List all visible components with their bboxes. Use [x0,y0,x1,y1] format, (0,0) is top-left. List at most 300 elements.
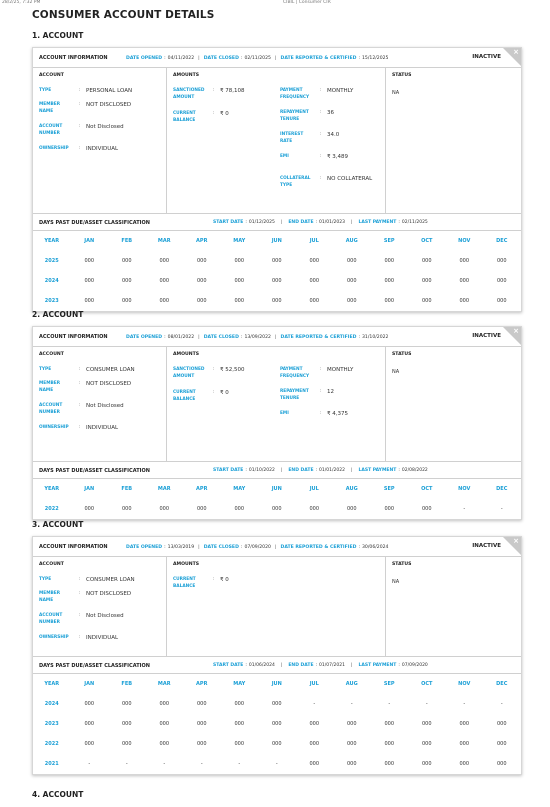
status-column [386,68,521,213]
account-column-heading: ACCOUNT [39,562,64,567]
date-opened-value: 04/11/2022 [167,56,195,61]
account-dates [126,56,388,61]
amounts-column-heading: AMOUNTS [173,73,200,78]
amounts-column [167,557,386,656]
colon: : [240,545,243,550]
status-value: NA [392,369,400,375]
dpd-month-cell: 000 [309,741,320,747]
dpd-month-cell: 000 [84,741,95,747]
colon: : [398,468,400,473]
dpd-month-cell: - [163,761,166,767]
status-badge: INACTIVE [472,54,501,60]
date-reported-label: DATE REPORTED & CERTIFIED [280,335,357,340]
repayment-tenure-label: REPAYMENT TENURE [280,389,309,401]
dpd-year-row [33,499,521,519]
dpd-month-cell: 000 [159,506,170,512]
colon: : [79,102,81,107]
dpd-dates [213,220,428,225]
ownership-label: OWNERSHIP [39,146,69,151]
colon: : [320,411,322,416]
close-icon[interactable]: × [513,537,519,545]
year-cell: 2024 [44,278,59,284]
status-column [386,557,521,656]
dpd-month-cell: 000 [234,506,245,512]
end-date-label: END DATE [288,468,314,473]
dpd-year-row [33,694,521,714]
ownership-value: INDIVIDUAL [86,146,119,152]
date-closed-value: 02/11/2025 [244,56,271,61]
dpd-month-cell: 000 [384,278,395,284]
colon: : [79,381,81,386]
colon: : [79,635,81,640]
payment-frequency-value: MONTHLY [327,367,354,373]
colon: : [245,468,247,473]
dpd-month-cell: 000 [346,278,357,284]
dpd-month-cell: 000 [421,258,432,264]
ownership-label: OWNERSHIP [39,635,69,640]
colon: : [320,367,322,372]
member-name-label: MEMBER NAME [39,381,61,393]
dpd-month-cell: 000 [309,258,320,264]
dpd-header [33,214,521,231]
colon: : [79,425,81,430]
dpd-month-cell: 000 [84,298,95,304]
current-balance-value: ₹ 0 [220,577,229,583]
date-opened-value: 13/03/2019 [167,545,195,550]
dpd-month-cell: 000 [459,741,470,747]
collateral-type-label: COLLATERAL TYPE [280,176,311,188]
section-title-account-3: 3. ACCOUNT [32,520,84,529]
section-title-account-4: 4. ACCOUNT [32,790,84,799]
divider: | [274,545,277,550]
dpd-month-cell: 000 [496,721,507,727]
repayment-tenure-label: REPAYMENT TENURE [280,110,309,122]
dpd-month-cell: - [313,701,316,707]
colon: : [240,335,243,340]
last-payment-label: LAST PAYMENT [358,220,397,225]
start-date-label: START DATE [213,468,244,473]
column-header-aug: AUG [345,681,358,687]
dpd-month-cell: 000 [159,298,170,304]
date-reported-value: 30/06/2024 [362,545,389,550]
account-card [32,326,522,520]
print-doc-title: CIBIL | Consumer CIR [283,0,331,5]
dpd-month-cell: 000 [346,298,357,304]
dpd-month-cell: - [125,761,128,767]
column-header-jun: JUN [271,486,282,492]
dpd-year-table [33,231,521,311]
dpd-dates [213,468,428,473]
status-value: NA [392,90,400,96]
member-name-label: MEMBER NAME [39,102,61,114]
dpd-month-cell: - [350,701,353,707]
emi-label: EMI [280,154,289,159]
column-header-mar: MAR [157,681,171,687]
dpd-year-row [33,271,521,291]
colon: : [164,335,166,340]
account-information-label: ACCOUNT INFORMATION [39,334,108,340]
column-header-feb: FEB [121,681,133,687]
account-number-label: ACCOUNT NUMBER [39,613,63,625]
divider: | [274,56,277,61]
dpd-month-cell: 000 [121,258,132,264]
dpd-month-cell: 000 [271,721,282,727]
column-header-jun: JUN [271,681,282,687]
year-cell: 2023 [44,298,59,304]
column-header-jan: JAN [84,486,95,492]
column-header-mar: MAR [157,238,171,244]
dpd-year-row [33,291,521,311]
column-header-apr: APR [196,238,208,244]
dpd-month-cell: - [500,701,503,707]
divider: | [350,663,353,668]
dpd-month-cell: 000 [121,741,132,747]
dpd-year-table [33,479,521,519]
dpd-month-cell: 000 [159,278,170,284]
dpd-month-cell: 000 [234,258,245,264]
column-header-may: MAY [233,486,246,492]
dpd-month-cell: 000 [196,741,207,747]
year-cell: 2024 [44,701,59,707]
ownership-value: INDIVIDUAL [86,635,119,641]
account-info-grid [33,347,521,462]
date-reported-value: 15/12/2025 [362,56,389,61]
column-header-apr: APR [196,486,208,492]
dpd-month-cell: 000 [84,258,95,264]
colon: : [320,389,322,394]
member-name-label: MEMBER NAME [39,591,61,603]
dpd-month-cell: 000 [84,506,95,512]
dpd-month-cell: 000 [459,298,470,304]
member-name-value: NOT DISCLOSED [86,381,132,387]
close-icon[interactable]: × [513,327,519,335]
dpd-year-row [33,251,521,271]
last-payment-label: LAST PAYMENT [358,663,397,668]
dpd-month-cell: 000 [234,278,245,284]
status-badge: INACTIVE [472,333,501,339]
column-header-nov: NOV [458,486,471,492]
dpd-month-cell: - [463,701,466,707]
last-payment-value: 02/11/2025 [401,220,428,225]
date-closed-label: DATE CLOSED [203,56,239,61]
print-header [0,0,550,8]
column-header-jul: JUL [309,681,319,687]
column-header-dec: DEC [496,681,508,687]
divider: | [280,468,283,473]
colon: : [398,220,400,225]
dpd-header [33,657,521,674]
date-closed-label: DATE CLOSED [203,545,239,550]
dpd-month-cell: 000 [84,701,95,707]
dpd-month-cell: 000 [384,258,395,264]
colon: : [213,367,215,372]
end-date-label: END DATE [288,663,314,668]
dpd-month-cell: 000 [196,506,207,512]
current-balance-label: CURRENT BALANCE [173,577,196,589]
colon: : [358,545,360,550]
column-header-year: YEAR [44,238,60,244]
dpd-title: DAYS PAST DUE/ASSET CLASSIFICATION [39,663,150,669]
status-column-heading: STATUS [392,562,412,567]
dpd-table-header-row [33,479,521,499]
divider: | [274,335,277,340]
divider: | [198,56,200,61]
dpd-month-cell: 000 [159,721,170,727]
dpd-month-cell: 000 [234,701,245,707]
dpd-month-cell: 000 [84,278,95,284]
dpd-month-cell: 000 [459,258,470,264]
date-opened-label: DATE OPENED [126,545,163,550]
end-date-value: 01/07/2021 [319,663,345,668]
payment-frequency-value: MONTHLY [327,88,354,94]
dpd-month-cell: 000 [159,741,170,747]
dpd-month-cell: 000 [496,258,507,264]
account-dates [126,335,388,340]
end-date-label: END DATE [288,220,314,225]
dpd-month-cell: 000 [459,761,470,767]
account-info-header [33,48,521,68]
dpd-month-cell: 000 [421,721,432,727]
dpd-month-cell: - [388,701,391,707]
account-number-value: Not Disclosed [86,124,124,130]
interest-rate-value: 34.0 [327,132,340,138]
account-info-header [33,537,521,557]
dpd-month-cell: 000 [384,721,395,727]
close-icon[interactable]: × [513,48,519,56]
dpd-month-cell: 000 [496,761,507,767]
colon: : [79,88,81,93]
dpd-month-cell: - [425,701,428,707]
account-number-value: Not Disclosed [86,403,124,409]
colon: : [398,663,400,668]
dpd-month-cell: 000 [421,278,432,284]
dpd-month-cell: 000 [121,278,132,284]
dpd-month-cell: 000 [384,761,395,767]
dpd-month-cell: 000 [346,761,357,767]
dpd-month-cell: 000 [459,721,470,727]
year-cell: 2025 [44,258,59,264]
column-header-jan: JAN [84,681,95,687]
colon: : [320,88,322,93]
colon: : [320,176,322,181]
date-closed-value: 07/09/2020 [244,545,271,550]
dpd-month-cell: 000 [196,701,207,707]
last-payment-value: 02/08/2022 [401,468,428,473]
dpd-month-cell: 000 [234,298,245,304]
account-information-label: ACCOUNT INFORMATION [39,55,108,61]
colon: : [245,663,247,668]
start-date-value: 01/06/2024 [248,663,275,668]
column-header-aug: AUG [345,238,358,244]
dpd-month-cell: 000 [121,721,132,727]
account-column [33,347,167,461]
column-header-sep: SEP [383,681,395,687]
dpd-month-cell: 000 [346,258,357,264]
amounts-column [167,347,386,461]
column-header-dec: DEC [496,486,508,492]
column-header-aug: AUG [345,486,358,492]
dpd-month-cell: 000 [234,741,245,747]
section-title-account-2: 2. ACCOUNT [32,310,84,319]
account-type-value: PERSONAL LOAN [86,88,133,94]
divider: | [350,220,353,225]
dpd-month-cell: 000 [309,721,320,727]
dpd-dates [213,663,428,668]
print-timestamp: 28/2/25, 7:32 PM [2,0,41,5]
column-header-oct: OCT [421,238,433,244]
divider: | [280,663,283,668]
dpd-year-row [33,714,521,734]
dpd-month-cell: 000 [421,741,432,747]
dpd-month-cell: 000 [234,721,245,727]
date-closed-label: DATE CLOSED [203,335,239,340]
column-header-nov: NOV [458,238,471,244]
dpd-month-cell: 000 [346,721,357,727]
colon: : [240,56,243,61]
dpd-month-cell: 000 [421,506,432,512]
sanctioned-amount-value: ₹ 78,108 [220,88,245,94]
colon: : [358,56,360,61]
account-column-heading: ACCOUNT [39,73,64,78]
colon: : [320,154,322,159]
dpd-month-cell: - [200,761,203,767]
dpd-month-cell: 000 [309,761,320,767]
colon: : [315,220,318,225]
status-value: NA [392,579,400,585]
colon: : [315,663,318,668]
emi-label: EMI [280,411,289,416]
start-date-label: START DATE [213,220,244,225]
account-info-header [33,327,521,347]
dpd-month-cell: 000 [121,506,132,512]
last-payment-label: LAST PAYMENT [358,468,397,473]
column-header-year: YEAR [44,681,60,687]
amounts-column [167,68,386,213]
dpd-table-header-row [33,231,521,251]
repayment-tenure-value: 12 [327,389,334,395]
date-reported-label: DATE REPORTED & CERTIFIED [280,56,357,61]
start-date-value: 01/10/2022 [248,468,275,473]
dpd-month-cell: 000 [159,258,170,264]
colon: : [79,613,81,618]
column-header-jun: JUN [271,238,282,244]
colon: : [320,110,322,115]
dpd-month-cell: 000 [346,506,357,512]
dpd-month-cell: - [500,506,503,512]
date-opened-value: 08/01/2022 [167,335,195,340]
account-card [32,536,522,775]
dpd-title: DAYS PAST DUE/ASSET CLASSIFICATION [39,220,150,226]
date-closed-value: 13/09/2022 [244,335,271,340]
page-title: CONSUMER ACCOUNT DETAILS [32,9,215,21]
last-payment-value: 07/09/2020 [401,663,428,668]
column-header-may: MAY [233,238,246,244]
dpd-year-row [33,754,521,774]
dpd-month-cell: - [275,761,278,767]
account-number-value: Not Disclosed [86,613,124,619]
current-balance-value: ₹ 0 [220,390,229,396]
dpd-month-cell: 000 [496,278,507,284]
colon: : [213,88,215,93]
account-type-value: CONSUMER LOAN [86,367,135,373]
account-info-grid [33,68,521,214]
dpd-month-cell: 000 [84,721,95,727]
column-header-oct: OCT [421,681,433,687]
colon: : [164,545,166,550]
dpd-year-table [33,674,521,774]
year-cell: 2023 [44,721,59,727]
ownership-label: OWNERSHIP [39,425,69,430]
account-info-grid [33,557,521,657]
account-column [33,68,167,213]
dpd-month-cell: 000 [196,258,207,264]
colon: : [245,220,247,225]
account-type-label: TYPE [39,367,52,372]
date-reported-label: DATE REPORTED & CERTIFIED [280,545,357,550]
dpd-month-cell: 000 [496,741,507,747]
payment-frequency-label: PAYMENT FREQUENCY [280,88,310,100]
year-cell: 2021 [44,761,59,767]
divider: | [350,468,353,473]
account-column-heading: ACCOUNT [39,352,64,357]
end-date-value: 01/01/2022 [319,468,345,473]
column-header-dec: DEC [496,238,508,244]
dpd-month-cell: 000 [159,701,170,707]
dpd-month-cell: 000 [196,278,207,284]
column-header-year: YEAR [44,486,60,492]
account-type-label: TYPE [39,577,52,582]
repayment-tenure-value: 36 [327,110,334,116]
column-header-sep: SEP [383,238,395,244]
colon: : [164,56,166,61]
dpd-month-cell: - [88,761,91,767]
sanctioned-amount-label: SANCTIONED AMOUNT [173,88,205,100]
dpd-month-cell: 000 [196,721,207,727]
colon: : [213,577,215,582]
start-date-value: 01/12/2025 [248,220,275,225]
column-header-may: MAY [233,681,246,687]
column-header-jan: JAN [84,238,95,244]
dpd-month-cell: 000 [309,278,320,284]
dpd-month-cell: 000 [421,761,432,767]
ownership-value: INDIVIDUAL [86,425,119,431]
account-type-label: TYPE [39,88,52,93]
emi-value: ₹ 3,489 [327,154,348,160]
emi-value: ₹ 4,375 [327,411,348,417]
status-column-heading: STATUS [392,73,412,78]
year-cell: 2022 [44,741,59,747]
column-header-nov: NOV [458,681,471,687]
dpd-month-cell: 000 [384,506,395,512]
account-type-value: CONSUMER LOAN [86,577,135,583]
dpd-month-cell: - [463,506,466,512]
dpd-year-row [33,734,521,754]
dpd-month-cell: 000 [121,298,132,304]
sanctioned-amount-label: SANCTIONED AMOUNT [173,367,205,379]
status-column-heading: STATUS [392,352,412,357]
colon: : [213,111,215,116]
current-balance-value: ₹ 0 [220,111,229,117]
section-title-account-1: 1. ACCOUNT [32,31,84,40]
divider: | [198,335,200,340]
payment-frequency-label: PAYMENT FREQUENCY [280,367,310,379]
dpd-month-cell: - [238,761,241,767]
year-cell: 2022 [44,506,59,512]
dpd-month-cell: 000 [346,741,357,747]
divider: | [198,545,200,550]
collateral-type-value: NO COLLATERAL [327,176,373,182]
dpd-month-cell: 000 [271,701,282,707]
